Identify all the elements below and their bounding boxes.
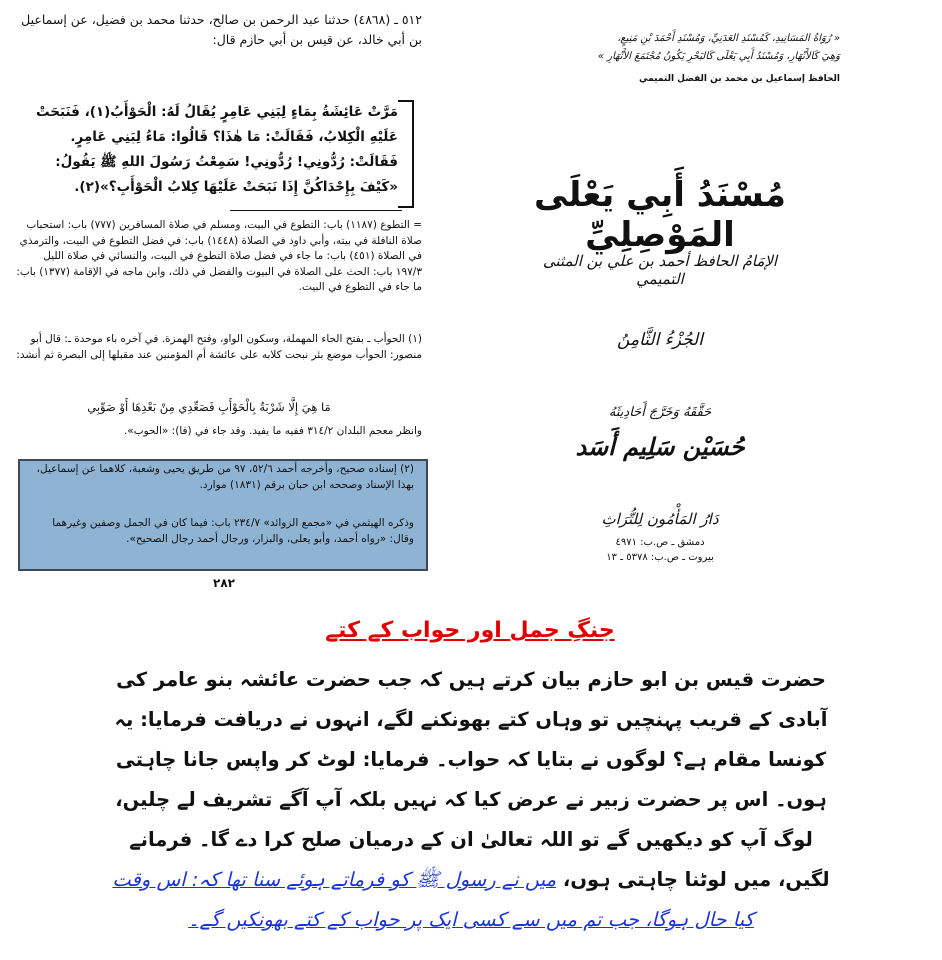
cover-editor: حُسَيْن سَلِيم أَسَد [575,433,745,461]
cover-author: الإمَامُ الحافظ أحمد بن علي بن المثنى التميمي [542,252,778,288]
urdu-paragraph: حضرت قیس بن ابو حازم بیان کرتے ہیں کہ جب حضرت عائشہ بنو عامر کی آبادی کے قریب پہنچیں تو وہاں کتے بھونکنے لگے، انہوں نے دریافت فرمایا: یہ کونسا مقام ہے؟ لوگوں نے بتایا کہ حواب۔ فرمایا: لوٹ کر واپس جانا چاہتی ہوں۔ اس پر حضرت زبیر نے عرض کیا کہ نہیں بلکہ آپ آگے تشریف لے چلیں، لوگ آپ کو دیکھیں گے تو اللہ تعالیٰ ان کے درمیان صلح کرا دے گا۔ فرمانے لگیں، میں لوٹنا چاہتی ہوں، [114,668,830,891]
cover-epigraph-line-2: وَهِيَ كَالأَنْهَارِ، وَمُسْنَدُ أَبِي يَعْلَى كَالبَحْرِ يَكُونُ مُجْتَمَعَ الأَنْهَارِ » [597,51,840,62]
matn-bracket [398,100,414,208]
footnote-1-end: وانظر معجم البلدان ٣١٤/٢ ففيه ما يفيد. وقد جاء في (فا): «الحوب». [123,425,422,437]
cover-volume: الجُزْءُ الثَّامِنُ [617,330,703,350]
urdu-hadith-link[interactable]: میں نے رسول ﷺ کو فرماتے ہوئے سنا تھا کہ: اس وقت کیا حال ہوگا، جب تم میں سے کسی ایک پر حواب کے کتے بھونکیں گے۔ [112,868,754,931]
footnote-1: (١) الحوأب ـ بفتح الحاء المهملة، وسكون الواو، وفتح الهمزة. في آخره باء موحدة ـ: قال أبو منصور: الحوأب موضع بئر نبحت كلابه على عائشة أم المؤمنين عند مقبلها إلى البصرة ثم أنشد: [16,333,422,361]
cover-address-1: دمشق ـ ص.ب: ٤٩٧١ [615,537,705,548]
cover-epigraph-line-1: « رُوَاةُ المَسَانِيدِ، كَمُسْنَدِ العَدَنِيِّ، وَمُسْنَدِ أَحْمَدَ بْنِ مَنِيعٍ، [617,33,840,44]
takhrij-note: = التطوع (١١٨٧) باب: التطوع في البيت، ومسلم في صلاة المسافرين (٧٧٧) باب: استحباب صلاة النافلة في بيته، وأبي داود في الصلاة (١٤٤٨) باب: في فضل التطوع في البيت، والترمذي في الصلاة (٤٥١) باب: ما جاء في فضل صلاة التطوع في البيت، والنسائي في صلاة الليل ١٩٧/٣ باب: الحث على الصلاة في البيوت والفضل في ذلك، وابن ماجه في الإقامة (١٣٧٧) باب: ما جاء في التطوع في البيت. [16,219,422,293]
footnote-verse: مَا هِيَ إِلَّا شَرْبَةٌ بِالْحَوْأَبِ فَصَعِّدِي مِنْ بَعْدِهَا أَوْ صَوِّبِي [87,400,331,414]
cover-address-2: بيروت ـ ص.ب: ٥٣٧٨ ـ ١٣ [606,552,714,563]
urdu-translation [110,660,832,940]
footnote-2-grading: (٢) إسناده صحيح، وأخرجه أحمد ٥٢/٦، ٩٧ من طريق يحيى وشعبة، كلاهما عن إسماعيل، بهذا الإسناد وصححه ابن حبان برقم (١٨٣١) موارد. [36,463,414,491]
book-cover [510,20,930,595]
cover-publisher: دَارُ المَأْمُون لِلتُّرَاثِ [601,510,719,528]
cover-tahqiq: حَقَّقَهُ وَخَرَّجَ أَحَادِيثَهُ [608,405,712,420]
cover-epigraph-source: الحافظ إسماعيل بن محمد بن الفضل التميمي [639,74,840,84]
urdu-heading: جنگِ جمل اور حواب کے کتے [325,618,615,643]
footnote-divider [230,210,402,211]
page-number: ٢٨٢ [213,576,235,590]
footnote-2-haythami: وذكره الهيثمي في «مجمع الزوائد» ٢٣٤/٧ باب: فيما كان في الجمل وصفين وغيرهما وقال: «رواه أحمد، وأبو يعلى، والبزار، ورجال أحمد رجال الصحيح». [52,517,414,545]
hadith-matn: مَرَّتْ عَائِشَةُ بِمَاءٍ لِبَنِي عَامِرٍ يُقَالُ لَهُ: الْحَوْأَبُ(١)، فَنَبَحَتْ عَلَيْهِ الْكِلابُ، فَقَالَتْ: مَا هٰذَا؟ قَالُوا: مَاءُ لِبَنِي عَامِرٍ. فَقَالَتْ: رُدُّونِي! رُدُّونِي! سَمِعْتُ رَسُولَ اللهِ ﷺ يَقُولُ: «كَيْفَ بِإِحْدَاكُنَّ إِذَا نَبَحَتْ عَلَيْهَا كِلابُ الْحَوْأَبِ؟»(٢). [35,104,398,195]
cover-title: مُسْنَدُ أَبِي يَعْلَى المَوْصِلِيِّ [534,175,786,255]
hadith-isnad: ٥١٢ ـ (٤٨٦٨) حدثنا عبد الرحمن بن صالح، حدثنا محمد بن فضيل، عن إسماعيل بن أبي خالد، عن قيس بن أبي حازم قال: [21,12,422,47]
